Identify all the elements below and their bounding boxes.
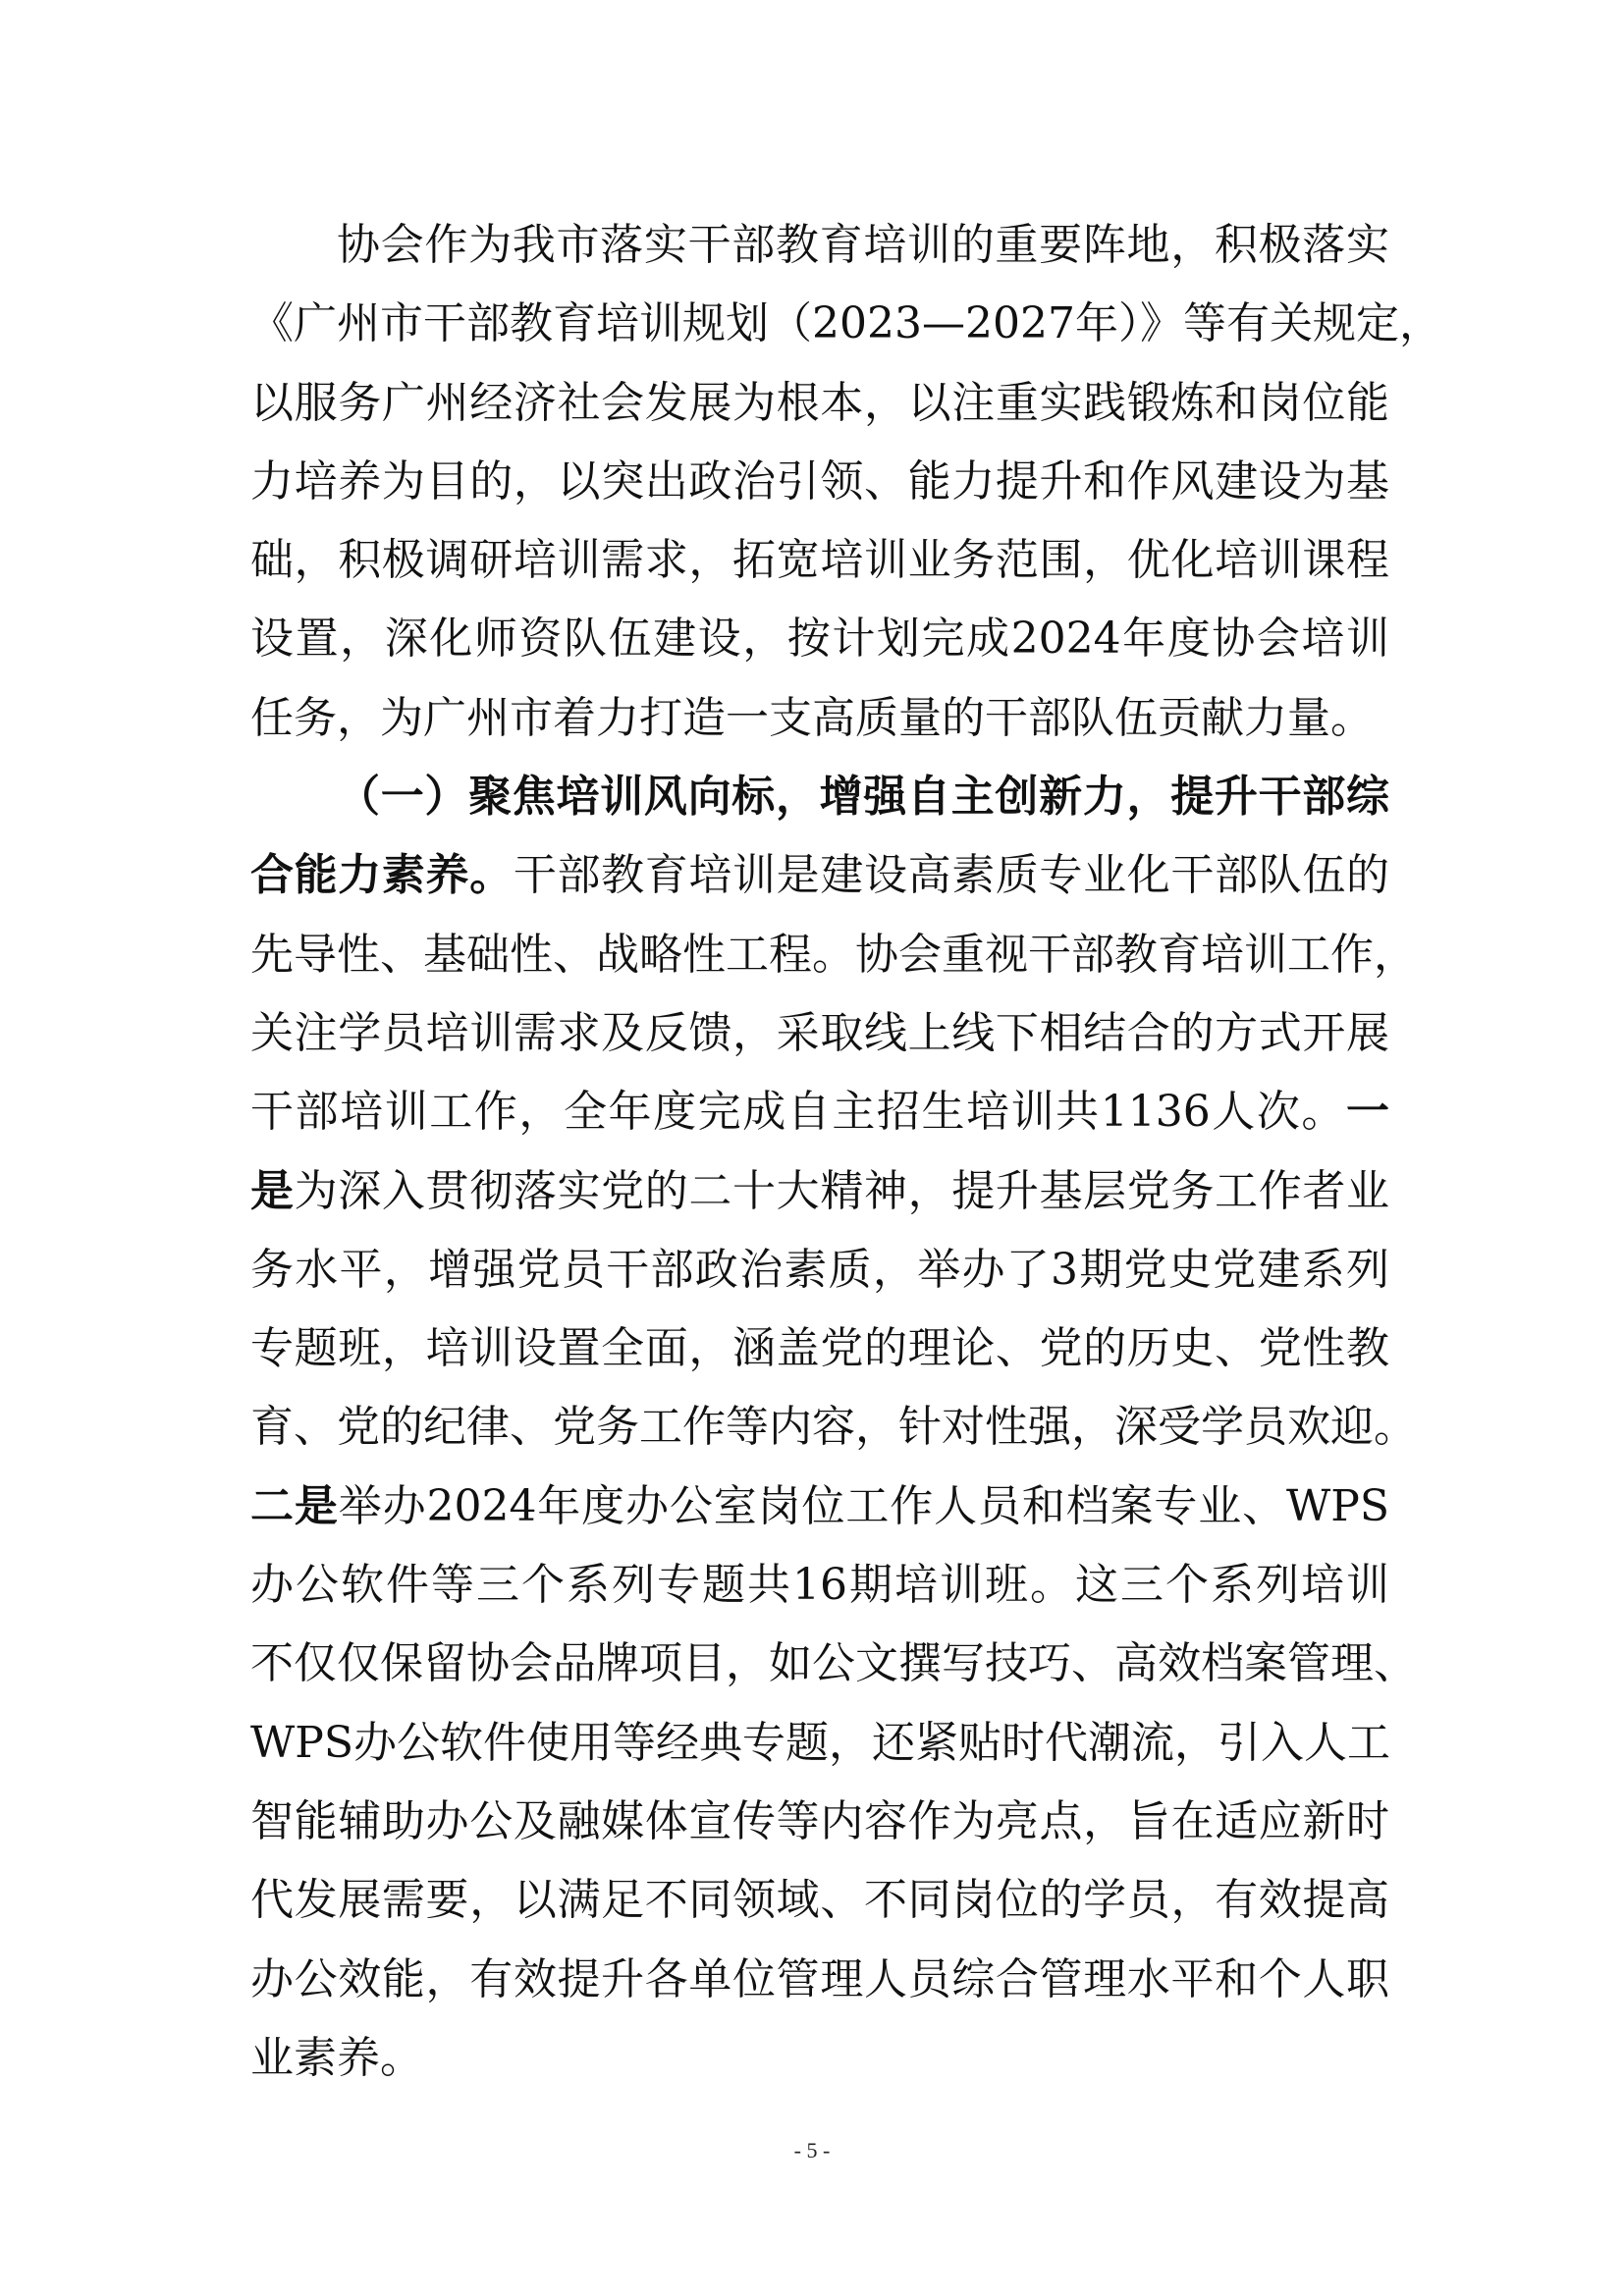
text-line xyxy=(250,206,1389,285)
text-line xyxy=(250,1152,1389,1231)
text-line xyxy=(250,1941,1389,2019)
text-line xyxy=(250,1625,1417,1703)
text-line xyxy=(250,1861,1389,1940)
body-text-segment: 务水平，增强党员干部政治素质，举办了3期党史党建系列 xyxy=(250,1244,1389,1295)
body-text-segment: 代发展需要，以满足不同领域、不同岗位的学员，有效提高 xyxy=(250,1875,1389,1926)
bold-text: 一 xyxy=(1346,1087,1389,1138)
text-line xyxy=(250,1388,1417,1467)
text-line xyxy=(250,1704,1389,1783)
body-text-segment: 专题班，培训设置全面，涵盖党的理论、党的历史、党性教 xyxy=(250,1323,1389,1374)
text-line xyxy=(250,1073,1389,1151)
body-text xyxy=(250,206,1442,2098)
page-number: - 5 - xyxy=(793,2138,831,2163)
body-text-segment: 干部教育培训是建设高素质专业化干部队伍的 xyxy=(513,850,1390,901)
text-line xyxy=(250,443,1389,521)
body-text-segment: 育、党的纪律、党务工作等内容，针对性强，深受学员欢迎。 xyxy=(250,1402,1417,1453)
bold-text: 二是 xyxy=(250,1480,339,1531)
body-text-segment: 业素养。 xyxy=(250,2032,423,2083)
body-text-segment: 础，积极调研培训需求，拓宽培训业务范围，优化培训课程 xyxy=(250,535,1389,586)
body-text-segment: 不仅仅保留协会品牌项目，如公文撰写技巧、高效档案管理、 xyxy=(250,1638,1417,1689)
text-line xyxy=(250,994,1389,1073)
body-text-segment: 智能辅助办公及融媒体宣传等内容作为亮点，旨在适应新时 xyxy=(250,1795,1389,1846)
body-text-segment: 为深入贯彻落实党的二十大精神，提升基层党务工作者业 xyxy=(294,1165,1389,1216)
bold-text: （一）聚焦培训风向标，增强自主创新力，提升干部综 xyxy=(337,772,1389,823)
text-line xyxy=(250,679,1389,758)
body-text-segment: 力培养为目的，以突出政治引领、能力提升和作风建设为基 xyxy=(250,455,1389,507)
text-line xyxy=(250,2019,1389,2098)
body-text-segment: 《广州市干部教育培训规划（2023—2027年）》等有关规定， xyxy=(250,298,1442,349)
body-text-segment: 设置，深化师资队伍建设，按计划完成2024年度协会培训 xyxy=(250,614,1389,665)
body-text-segment: 先导性、基础性、战略性工程。协会重视干部教育培训工作， xyxy=(250,929,1417,980)
body-text-segment: 办公效能，有效提升各单位管理人员综合管理水平和个人职 xyxy=(250,1953,1389,2004)
text-line xyxy=(250,521,1389,600)
text-line xyxy=(250,916,1417,994)
text-line xyxy=(250,600,1389,678)
text-line xyxy=(250,1309,1389,1388)
text-line xyxy=(250,1468,1389,1546)
text-line xyxy=(250,836,1389,915)
text-line xyxy=(250,1546,1389,1625)
body-text-segment: 关注学员培训需求及反馈，采取线上线下相结合的方式开展 xyxy=(250,1007,1389,1058)
bold-text: 合能力素养。 xyxy=(250,850,514,901)
body-text-segment: 办公软件等三个系列专题共16期培训班。这三个系列培训 xyxy=(250,1560,1389,1611)
body-text-segment: 举办2024年度办公室岗位工作人员和档案专业、WPS xyxy=(338,1480,1389,1531)
text-line xyxy=(250,285,1442,363)
text-line xyxy=(250,758,1389,836)
body-text-segment: 干部培训工作，全年度完成自主招生培训共1136人次。 xyxy=(250,1087,1346,1138)
body-text-segment: 协会作为我市落实干部教育培训的重要阵地，积极落实 xyxy=(337,220,1389,270)
bold-text: 是 xyxy=(250,1165,295,1216)
body-text-segment: 以服务广州经济社会发展为根本，以注重实践锻炼和岗位能 xyxy=(250,377,1389,428)
text-line xyxy=(250,1231,1389,1309)
text-line xyxy=(250,364,1389,443)
text-line xyxy=(250,1783,1389,1861)
body-text-segment: 任务，为广州市着力打造一支高质量的干部队伍贡献力量。 xyxy=(250,692,1374,743)
body-text-segment: WPS办公软件使用等经典专题，还紧贴时代潮流，引入人工 xyxy=(250,1717,1390,1768)
